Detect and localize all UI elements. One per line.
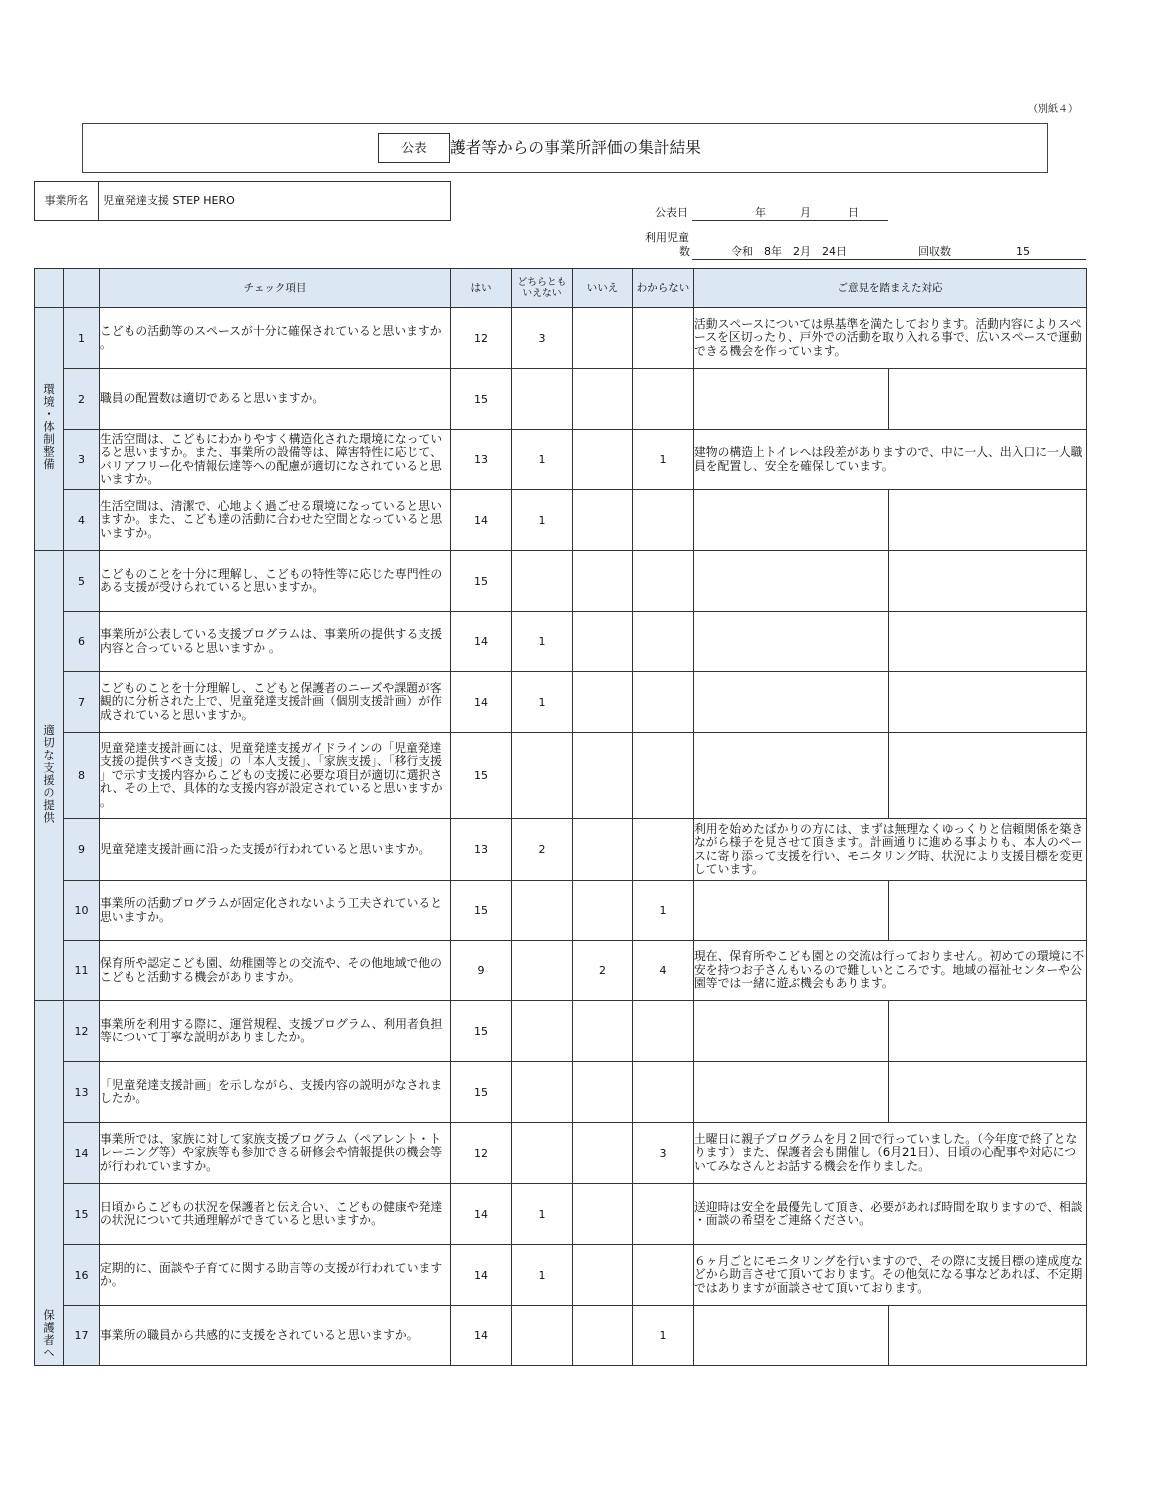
count-unknown: 1 (633, 430, 694, 490)
header-unknown: わからない (633, 269, 694, 308)
response-cell (889, 612, 1087, 672)
item-number: 11 (64, 941, 100, 1001)
collected-count: 15 (1016, 245, 1030, 258)
check-item: 事業所を利用する際に、運営規程、支援プログラム、利用者負担等について丁寧な説明がありましたか。 (100, 1001, 451, 1062)
table-row (35, 1001, 1087, 1062)
header-category (35, 269, 64, 308)
category-label: 保護者へ (42, 1309, 56, 1359)
header-response: ご意見を踏まえた対応 (694, 269, 1087, 308)
count-yes: 15 (451, 1062, 512, 1123)
count-neither: 1 (512, 1184, 573, 1245)
count-neither (512, 1062, 573, 1123)
item-number: 4 (64, 490, 100, 551)
response-cell (889, 881, 1087, 941)
check-item: 事業所の職員から共感的に支援をされていると思いますか。 (100, 1306, 451, 1366)
count-neither: 1 (512, 430, 573, 490)
response-cell (889, 1062, 1087, 1123)
count-neither: 1 (512, 490, 573, 551)
response-text: 送迎時は安全を最優先して頂き、必要があれば時間を取りますので、相談・面談の希望をご連絡ください。 (694, 1184, 1087, 1245)
publication-date-underline (692, 220, 888, 221)
attachment-label: （別紙４） (1028, 104, 1078, 115)
header-neither-line1: どちらとも (517, 277, 567, 288)
count-yes: 14 (451, 612, 512, 672)
check-item: 生活空間は、清潔で、心地よく過ごせる環境になっていると思いますか。また、こども達の活動に合わせた空間となっていると思いますか。 (100, 490, 451, 551)
count-no (573, 430, 633, 490)
category-guardians (35, 1001, 64, 1366)
table-row (35, 1306, 1087, 1366)
table-row (35, 941, 1087, 1001)
count-yes: 14 (451, 1245, 512, 1306)
item-number: 10 (64, 881, 100, 941)
table-row (35, 551, 1087, 612)
check-item: 生活空間は、こどもにわかりやすく構造化された環境になっていると思いますか。また、事業所の設備等は、障害特性に応じて、バリアフリー化や情報伝達等への配慮が適切になされていると思いますか。 (100, 430, 451, 490)
count-yes: 13 (451, 430, 512, 490)
count-unknown (633, 1062, 694, 1123)
item-number: 16 (64, 1245, 100, 1306)
check-item: 事業所では、家族に対して家族支援プログラム（ペアレント・トレーニング等）や家族等も参加できる研修会や情報提供の機会等が行われていますか。 (100, 1123, 451, 1184)
count-no (573, 881, 633, 941)
count-neither (512, 1306, 573, 1366)
count-yes: 14 (451, 1306, 512, 1366)
check-item: 事業所の活動プログラムが固定化されないよう工夫されていると思いますか。 (100, 881, 451, 941)
count-no (573, 672, 633, 733)
response-cell (694, 672, 889, 733)
count-neither: 3 (512, 308, 573, 369)
count-neither (512, 733, 573, 819)
response-text: ６ヶ月ごとにモニタリングを行いますので、その際に支援目標の達成度などから助言させて頂いております。その他気になる事などあれば、不定期ではありますが面談させて頂いております。 (694, 1245, 1087, 1306)
table-row (35, 672, 1087, 733)
table-row (35, 490, 1087, 551)
count-yes: 15 (451, 733, 512, 819)
count-yes: 15 (451, 551, 512, 612)
item-number: 15 (64, 1184, 100, 1245)
count-no (573, 1001, 633, 1062)
response-cell (694, 881, 889, 941)
count-no (573, 819, 633, 881)
count-no (573, 612, 633, 672)
respondents-underline (692, 259, 1086, 260)
count-neither: 1 (512, 672, 573, 733)
count-yes: 12 (451, 1123, 512, 1184)
respondents-label-line2: 数 (679, 245, 690, 258)
count-yes: 15 (451, 881, 512, 941)
response-cell (889, 369, 1087, 430)
item-number: 8 (64, 733, 100, 819)
count-yes: 14 (451, 672, 512, 733)
table-row (35, 1245, 1087, 1306)
header-check-item: チェック項目 (100, 269, 451, 308)
item-number: 17 (64, 1306, 100, 1366)
item-number: 14 (64, 1123, 100, 1184)
count-no (573, 551, 633, 612)
item-number: 6 (64, 612, 100, 672)
facility-box (34, 181, 451, 221)
response-cell (694, 551, 889, 612)
check-item: 定期的に、面談や子育てに関する助言等の支援が行われていますか。 (100, 1245, 451, 1306)
count-unknown (633, 612, 694, 672)
check-item: 事業所が公表している支援プログラムは、事業所の提供する支援内容と合っていると思いますか 。 (100, 612, 451, 672)
table-row (35, 1062, 1087, 1123)
table-row (35, 1123, 1087, 1184)
check-item: 児童発達支援計画に沿った支援が行われていると思いますか。 (100, 819, 451, 881)
count-unknown (633, 490, 694, 551)
response-cell (889, 1001, 1087, 1062)
response-text: 利用を始めたばかりの方には、まずは無理なくゆっくりと信頼関係を築きながら様子を見させて頂きます。計画通りに進める事よりも、本人のペースに寄り添って支援を行い、モニタリング時、状況により支援目標を変更しています。 (694, 819, 1087, 881)
count-no: 2 (573, 941, 633, 1001)
item-number: 9 (64, 819, 100, 881)
response-text: 現在、保育所やこども園との交流は行っておりません。初めての環境に不安を持つお子さんもいるので難しいところです。地域の福祉センターや公園等では一緒に遊ぶ機会もあります。 (694, 941, 1087, 1001)
table-row (35, 369, 1087, 430)
table-row (35, 819, 1087, 881)
check-item: こどもの活動等のスペースが十分に確保されていると思いますか。 (100, 308, 451, 369)
count-no (573, 1184, 633, 1245)
table-row (35, 612, 1087, 672)
count-neither (512, 1123, 573, 1184)
evaluation-table (34, 268, 1087, 1366)
survey-date: 令和 8年 2月 24日 (731, 245, 847, 258)
table-row (35, 430, 1087, 490)
response-cell (694, 369, 889, 430)
response-cell (694, 612, 889, 672)
check-item: こどものことを十分理解し、こどもと保護者のニーズや課題が客観的に分析された上で、児童発達支援計画（個別支援計画）が作成されていると思いますか。 (100, 672, 451, 733)
response-cell (694, 1062, 889, 1123)
collected-label: 回収数 (918, 245, 951, 258)
response-cell (889, 672, 1087, 733)
count-unknown (633, 819, 694, 881)
count-no (573, 490, 633, 551)
table-header-row (35, 269, 1087, 308)
table-row (35, 881, 1087, 941)
title-box (82, 123, 1048, 173)
response-text: 土曜日に親子プログラムを月２回で行っていました。（今年度で終了となります）また、保護者会も開催し（6月21日）、日頃の心配事や対応についてみなさんとお話する機会を作りました。 (694, 1123, 1087, 1184)
count-no (573, 369, 633, 430)
check-item: 「児童発達支援計画」を示しながら、支援内容の説明がなされましたか。 (100, 1062, 451, 1123)
item-number: 5 (64, 551, 100, 612)
check-item: 日頃からこどもの状況を保護者と伝え合い、こどもの健康や発達の状況について共通理解ができていると思いますか。 (100, 1184, 451, 1245)
check-item: 保育所や認定こども園、幼稚園等との交流や、その他地域で他のこどもと活動する機会がありますか。 (100, 941, 451, 1001)
count-yes: 12 (451, 308, 512, 369)
respondents-label-line1: 利用児童 (645, 231, 689, 244)
count-unknown: 3 (633, 1123, 694, 1184)
count-unknown (633, 1001, 694, 1062)
count-neither (512, 941, 573, 1001)
count-neither: 1 (512, 612, 573, 672)
count-neither (512, 881, 573, 941)
response-cell (889, 490, 1087, 551)
table-row (35, 1184, 1087, 1245)
check-item: 職員の配置数は適切であると思いますか。 (100, 369, 451, 430)
facility-name: 児童発達支援 STEP HERO (103, 194, 235, 207)
response-text: 活動スペースについては県基準を満たしております。活動内容によりスペースを区切ったり、戸外での活動を取り入れる事で、広いスペースで運動できる機会を作っています。 (694, 308, 1087, 369)
count-neither (512, 1001, 573, 1062)
response-cell (694, 1001, 889, 1062)
category-label: 適切な支援の提供 (42, 723, 56, 824)
publication-month-unit: 月 (800, 206, 811, 219)
count-no (573, 1062, 633, 1123)
publication-year-unit: 年 (755, 206, 766, 219)
category-environment (35, 308, 64, 551)
header-no: いいえ (573, 269, 633, 308)
count-no (573, 733, 633, 819)
count-unknown (633, 551, 694, 612)
count-unknown: 1 (633, 1306, 694, 1366)
publication-day-unit: 日 (848, 206, 859, 219)
count-unknown (633, 369, 694, 430)
count-yes: 14 (451, 1184, 512, 1245)
count-unknown (633, 1184, 694, 1245)
response-cell (694, 733, 889, 819)
count-neither (512, 369, 573, 430)
header-neither-line2: いえない (522, 288, 562, 299)
item-number: 2 (64, 369, 100, 430)
table-row (35, 308, 1087, 369)
item-number: 13 (64, 1062, 100, 1123)
table-row (35, 733, 1087, 819)
count-unknown: 1 (633, 881, 694, 941)
count-unknown (633, 672, 694, 733)
response-cell (694, 1306, 889, 1366)
category-support (35, 551, 64, 1001)
facility-label: 事業所名 (35, 182, 99, 220)
item-number: 7 (64, 672, 100, 733)
publication-date-label: 公表日 (655, 206, 688, 219)
header-neither (512, 269, 573, 308)
count-yes: 13 (451, 819, 512, 881)
count-unknown (633, 1245, 694, 1306)
count-no (573, 1123, 633, 1184)
count-yes: 15 (451, 369, 512, 430)
item-number: 1 (64, 308, 100, 369)
count-neither: 2 (512, 819, 573, 881)
response-cell (889, 733, 1087, 819)
response-cell (694, 490, 889, 551)
count-neither: 1 (512, 1245, 573, 1306)
header-yes: はい (451, 269, 512, 308)
count-unknown (633, 733, 694, 819)
response-cell (889, 1306, 1087, 1366)
check-item: 児童発達支援計画には、児童発達支援ガイドラインの「児童発達支援の提供すべき支援」の「本人支援」、「家族支援」、「移行支援 」で示す支援内容からこどもの支援に必要な項目が適切に選択され、その上で、具体的な支援内容が設定されていると思いますか。 (100, 733, 451, 819)
count-no (573, 1245, 633, 1306)
header-number (64, 269, 100, 308)
response-cell (889, 551, 1087, 612)
count-no (573, 1306, 633, 1366)
item-number: 12 (64, 1001, 100, 1062)
item-number: 3 (64, 430, 100, 490)
response-text: 建物の構造上トイレへは段差がありますので、中に一人、出入口に一人職員を配置し、安全を確保しています。 (694, 430, 1087, 490)
publish-stamp: 公表 (378, 133, 450, 163)
category-label: 環境・体制整備 (42, 383, 56, 471)
count-no (573, 308, 633, 369)
count-yes: 14 (451, 490, 512, 551)
check-item: こどものことを十分に理解し、こどもの特性等に応じた専門性のある支援が受けられていると思いますか。 (100, 551, 451, 612)
evaluation-table-wrapper (34, 268, 1086, 1366)
count-unknown: 4 (633, 941, 694, 1001)
page-title: 護者等からの事業所評価の集計結果 (450, 138, 701, 157)
count-unknown (633, 308, 694, 369)
count-yes: 15 (451, 1001, 512, 1062)
count-yes: 9 (451, 941, 512, 1001)
count-neither (512, 551, 573, 612)
